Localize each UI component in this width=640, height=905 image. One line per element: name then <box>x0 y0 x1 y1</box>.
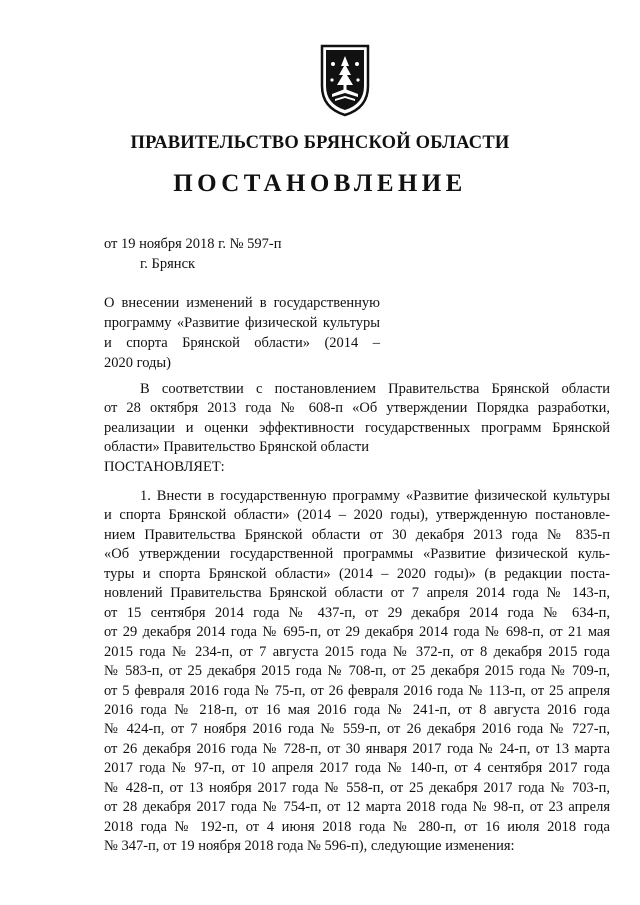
document-date-number: от 19 ноября 2018 г. № 597-п <box>104 236 282 252</box>
item-line: новлений Правительства Брянской области от 7 апреля 2014 года № 143-п, <box>104 585 610 602</box>
item-line: 1. Внести в государственную программу «Развитие физической культуры <box>140 488 610 504</box>
item-line: № 347-п, от 19 ноября 2018 года № 596-п), следующие изменения: <box>104 838 515 855</box>
preamble-line: В соответствии с постановлением Правительства Брянской области <box>140 381 610 397</box>
item-line: туры и спорта Брянской области» (2014 – 2020 годы)» (в редакции поста- <box>104 565 610 582</box>
preamble-line: реализации и оценки эффективности государственных программ Брянской <box>104 419 610 436</box>
item-line: 2016 года № 218-п, от 16 мая 2016 года № 241-п, от 8 августа 2016 года <box>104 701 610 718</box>
item-line: от 15 сентября 2014 года № 437-п, от 29 декабря 2014 года № 634-п, <box>104 604 610 621</box>
item-line: нием Правительства Брянской области от 30 декабря 2013 года № 835-п <box>104 526 610 543</box>
item-line: № 424-п, от 7 ноября 2016 года № 559-п, от 26 декабря 2016 года № 727-п, <box>104 721 610 738</box>
subject-line: О внесении изменений в государственную <box>104 295 380 311</box>
item-1-paragraph <box>104 487 610 857</box>
item-line: от 26 декабря 2016 года № 728-п, от 30 января 2017 года № 24-п, от 13 марта <box>104 740 610 757</box>
subject-line: 2020 годы) <box>104 355 171 371</box>
item-line: от 5 февраля 2016 года № 75-п, от 26 февраля 2016 года № 113-п, от 25 апреля <box>104 682 610 699</box>
resolve-heading: ПОСТАНОВЛЯЕТ: <box>104 459 225 475</box>
item-line: от 28 декабря 2017 года № 754-п, от 12 марта 2018 года № 98-п, от 23 апреля <box>104 799 610 816</box>
document-meta <box>104 234 281 274</box>
subject-line: программу «Развитие физической культуры <box>104 315 380 331</box>
item-line: «Об утверждении государственной программы «Развитие физической куль- <box>104 546 610 563</box>
item-line: № 583-п, от 25 декабря 2015 года № 708-п, от 25 декабря 2015 года № 709-п, <box>104 663 610 680</box>
preamble-line: от 28 октября 2013 года № 608-п «Об утверждении Порядка разработки, <box>104 400 610 417</box>
item-line: 2017 года № 97-п, от 10 апреля 2017 года № 140-п, от 4 сентября 2017 года <box>104 760 610 777</box>
subject-line: и спорта Брянской области» (2014 – <box>104 335 380 351</box>
item-line: 2015 года № 234-п, от 7 августа 2015 года № 372-п, от 8 декабря 2015 года <box>104 643 610 660</box>
document-type-title: ПОСТАНОВЛЕНИЕ <box>173 170 467 197</box>
preamble-paragraph <box>104 380 610 458</box>
bryansk-coat-of-arms-icon <box>318 42 372 118</box>
document-subject <box>104 293 380 373</box>
document-city: г. Брянск <box>140 256 196 272</box>
item-line: от 29 декабря 2014 года № 695-п, от 29 декабря 2014 года № 698-п, от 21 мая <box>104 624 610 641</box>
item-line: № 428-п, от 13 ноября 2017 года № 558-п, от 25 декабря 2017 года № 703-п, <box>104 779 610 796</box>
preamble-line: области» Правительство Брянской области <box>104 439 369 456</box>
item-line: 2018 года № 192-п, от 4 июня 2018 года № 280-п, от 16 июля 2018 года <box>104 818 610 835</box>
government-title: ПРАВИТЕЛЬСТВО БРЯНСКОЙ ОБЛАСТИ <box>130 133 510 153</box>
item-line: и спорта Брянской области» (2014 – 2020 годы), утвержденную постановле- <box>104 507 610 524</box>
